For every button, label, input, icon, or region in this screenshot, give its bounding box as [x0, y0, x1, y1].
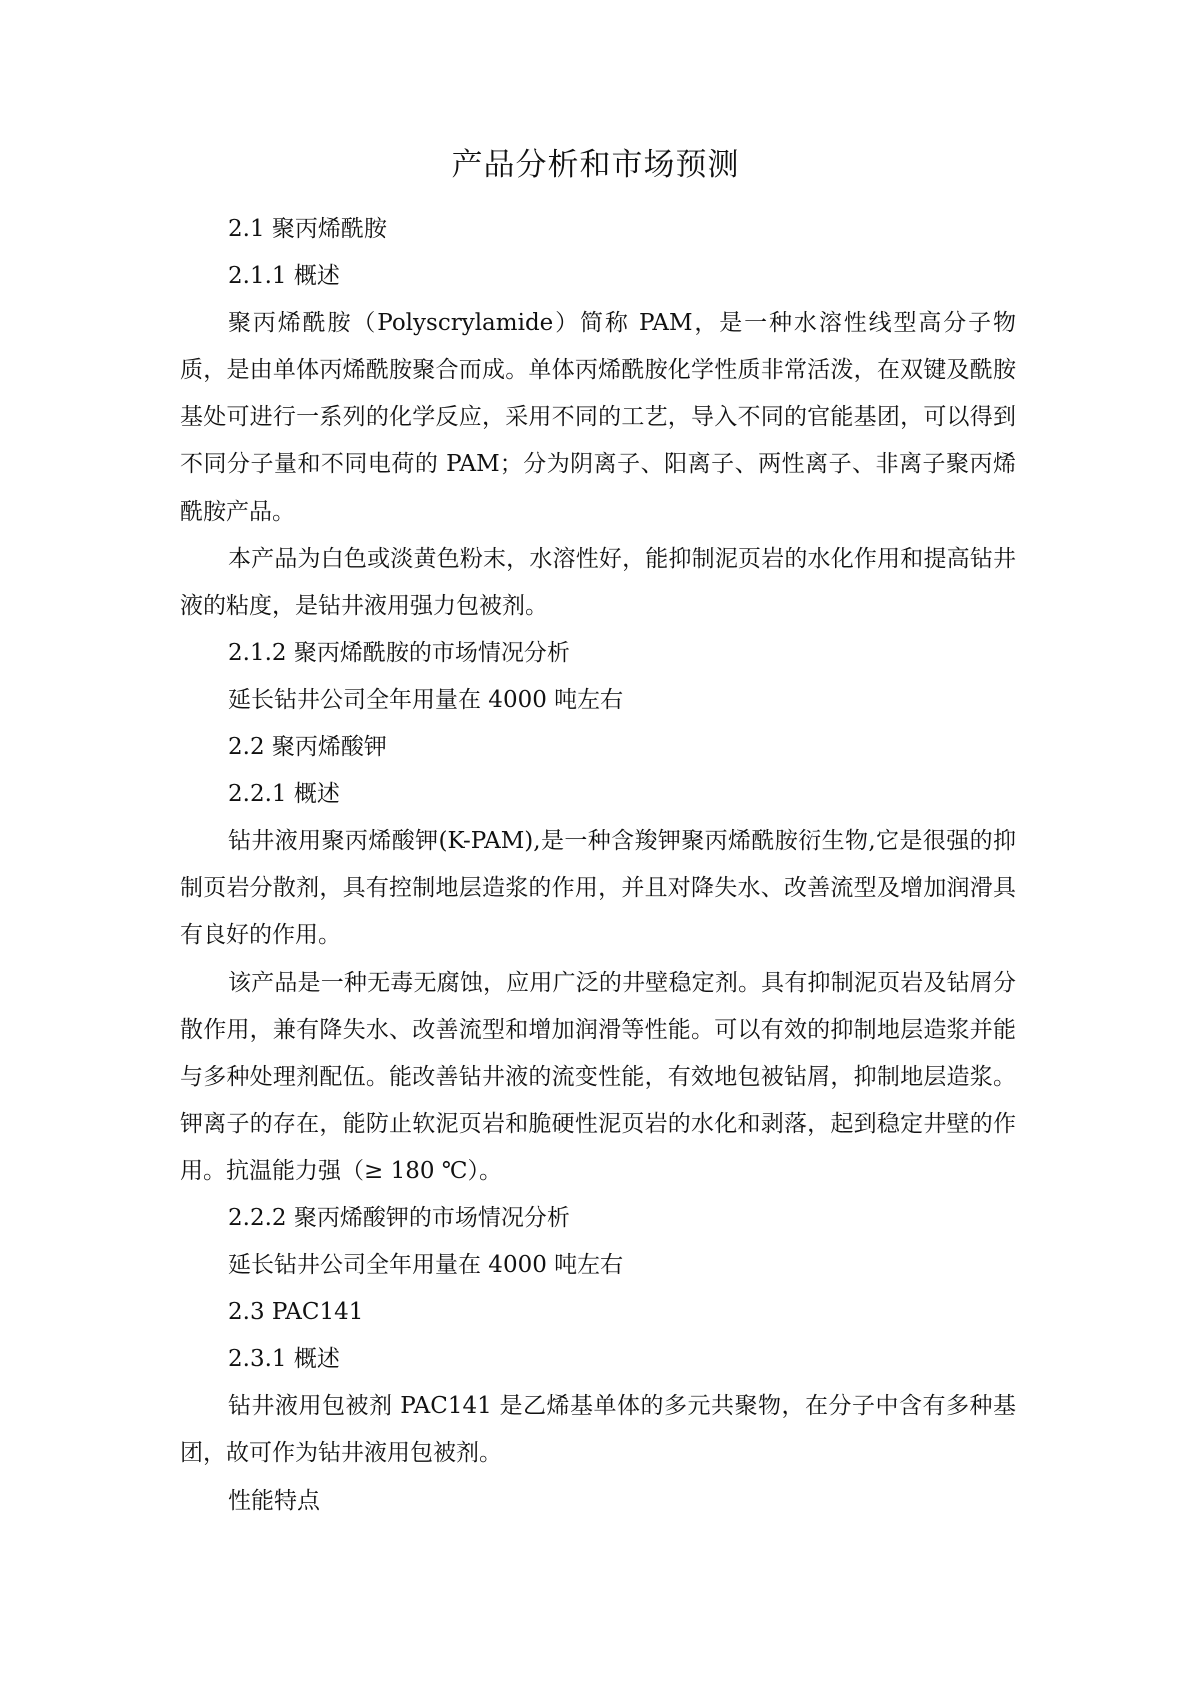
section-heading-2-3: 2.3 PAC141	[228, 1299, 364, 1326]
paragraph-performance-heading: 性能特点	[228, 1487, 320, 1514]
paragraph-kpam-product: 该产品是一种无毒无腐蚀，应用广泛的井壁稳定剂。具有抑制泥页岩及钻屑分散作用，兼有降失水、改善流型和增加润滑等性能。可以有效的抑制地层造浆并能与多种处理剂配伍。能改善钻井液的流变性能，有效地包被钻屑，抑制地层造浆。钾离子的存在，能防止软泥页岩和脆硬性泥页岩的水化和剥落，起到稳定井壁的作用。抗温能力强（≥ 180 ℃）。	[180, 969, 1016, 1184]
paragraph-pam-product: 本产品为白色或淡黄色粉末，水溶性好，能抑制泥页岩的水化作用和提高钻井液的粘度，是钻井液用强力包被剂。	[180, 545, 1016, 619]
paragraph-pam-market: 延长钻井公司全年用量在 4000 吨左右	[228, 686, 624, 713]
page-title: 产品分析和市场预测	[451, 147, 740, 183]
paragraph-kpam-overview: 钻井液用聚丙烯酸钾(K-PAM),是一种含羧钾聚丙烯酰胺衍生物,它是很强的抑制页岩分散剂，具有控制地层造浆的作用，并且对降失水、改善流型及增加润滑具有良好的作用。	[180, 828, 1016, 949]
paragraph-pac141-overview: 钻井液用包被剂 PAC141 是乙烯基单体的多元共聚物，在分子中含有多种基团，故可作为钻井液用包被剂。	[180, 1393, 1016, 1467]
document-body	[180, 206, 1016, 1525]
subsection-heading-2-2-1: 2.2.1 概述	[228, 781, 340, 808]
paragraph-pam-overview: 聚丙烯酰胺（Polyscrylamide）简称 PAM，是一种水溶性线型高分子物质，是由单体丙烯酰胺聚合而成。单体丙烯酰胺化学性质非常活泼，在双键及酰胺基处可进行一系列的化学反应，采用不同的工艺，导入不同的官能基团，可以得到不同分子量和不同电荷的 PAM；分为阴离子、阳离子、两性离子、非离子聚丙烯酰胺产品。	[180, 310, 1016, 525]
paragraph-kpam-market: 延长钻井公司全年用量在 4000 吨左右	[228, 1252, 624, 1279]
section-heading-2-2: 2.2 聚丙烯酸钾	[228, 734, 387, 761]
subsection-heading-2-2-2: 2.2.2 聚丙烯酸钾的市场情况分析	[228, 1204, 570, 1231]
subsection-heading-2-1-1: 2.1.1 概述	[228, 263, 340, 290]
subsection-heading-2-1-2: 2.1.2 聚丙烯酰胺的市场情况分析	[228, 639, 570, 666]
subsection-heading-2-3-1: 2.3.1 概述	[228, 1346, 340, 1373]
section-heading-2-1: 2.1 聚丙烯酰胺	[228, 216, 387, 242]
